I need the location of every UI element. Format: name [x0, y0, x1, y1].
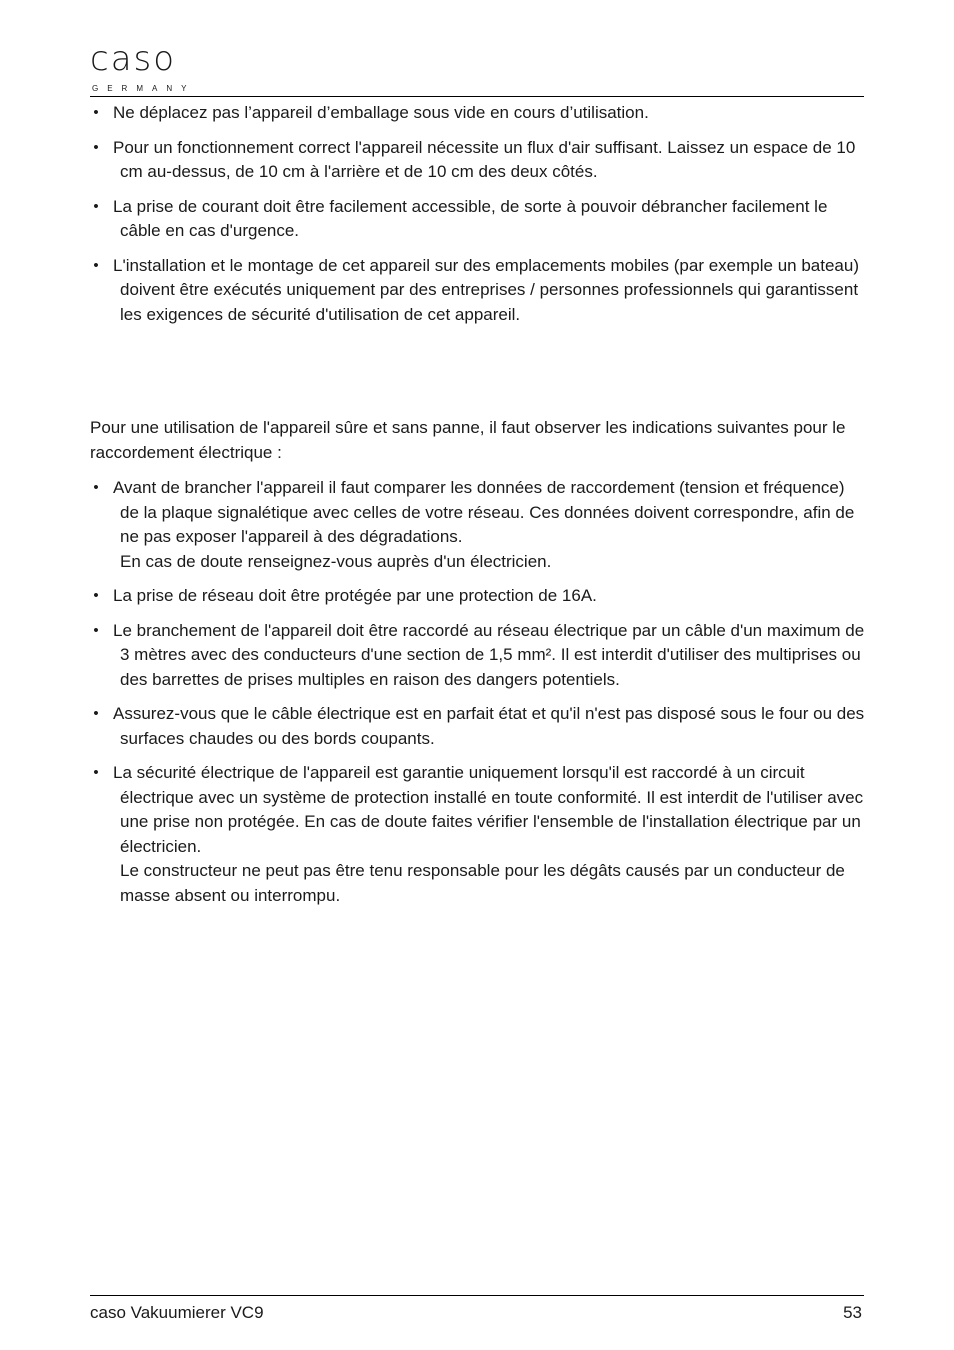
bullet-icon: • — [93, 705, 99, 722]
list-item: • La prise de réseau doit être protégée par une protection de 16A. — [90, 584, 866, 609]
logo-wordmark: caso — [90, 39, 177, 79]
header-rule — [90, 96, 864, 97]
list-item: • Pour un fonctionnement correct l'appareil nécessite un flux d'air suffisant. Laissez un espace de 10 cm au-dessus, de 10 cm à l'arrière et de 10 cm des deux côtés. — [90, 136, 866, 185]
footer-rule — [90, 1295, 864, 1296]
page-number: 53 — [843, 1303, 862, 1322]
list-item: • Ne déplacez pas l’appareil d’emballage sous vide en cours d’utilisation. — [90, 101, 866, 126]
intro-paragraph: Pour une utilisation de l'appareil sûre et sans panne, il faut observer les indications suivantes pour le raccordement électrique : — [90, 418, 846, 462]
bullet-icon: • — [93, 621, 99, 639]
bullet-list-bottom — [90, 476, 866, 908]
bullet-icon: • — [93, 256, 99, 274]
footer-title: caso Vakuumierer VC9 — [90, 1303, 264, 1322]
list-item: • L'installation et le montage de cet appareil sur des emplacements mobiles (par exemple un bateau) doivent être exécutés uniquement par des entreprises / personnes professionnels qui garantissent les exigences de sécurité d'utilisation de cet appareil. — [90, 254, 866, 328]
list-item: • La prise de courant doit être facilement accessible, de sorte à pouvoir débrancher facilement le câble en cas d'urgence. — [90, 195, 866, 244]
brand-logo — [76, 32, 208, 96]
bullet-icon: • — [93, 764, 99, 781]
list-item: • Avant de brancher l'appareil il faut comparer les données de raccordement (tension et fréquence) de la plaque signalétique avec celles de votre réseau. Ces données doivent correspondre, afin de ne pas exposer l'appareil à des dégradations. En cas de doute renseignez-vous auprès d'un électricien. — [90, 476, 866, 574]
list-item: • Le branchement de l'appareil doit être raccordé au réseau électrique par un câble d'un maximum de 3 mètres avec des conducteurs d'une section de 1,5 mm². Il est interdit d'utiliser des multiprises ou des barrettes de prises multiples en raison des dangers potentiels. — [90, 619, 866, 693]
logo-subtext: GERMANY — [92, 84, 196, 93]
bullet-icon: • — [93, 479, 99, 496]
section-spacer — [90, 337, 866, 416]
bullet-icon: • — [93, 587, 99, 604]
page-content — [90, 101, 866, 918]
list-item: • Assurez-vous que le câble électrique est en parfait état et qu'il n'est pas disposé sous le four ou des surfaces chaudes ou des bords coupants. — [90, 702, 866, 751]
bullet-list-top — [90, 101, 866, 327]
bullet-icon: • — [93, 138, 99, 156]
bullet-icon: • — [93, 197, 99, 215]
bullet-icon: • — [93, 104, 99, 121]
list-item: • La sécurité électrique de l'appareil est garantie uniquement lorsqu'il est raccordé à un circuit électrique avec un système de protection installé en toute conformité. Il est interdit de l'utiliser avec une prise non protégée. En cas de doute faites vérifier l'ensemble de l'installation électrique par un électricien. Le constructeur ne peut pas être tenu responsable pour les dégâts causés par un conducteur de masse absent ou interrompu. — [90, 761, 866, 908]
